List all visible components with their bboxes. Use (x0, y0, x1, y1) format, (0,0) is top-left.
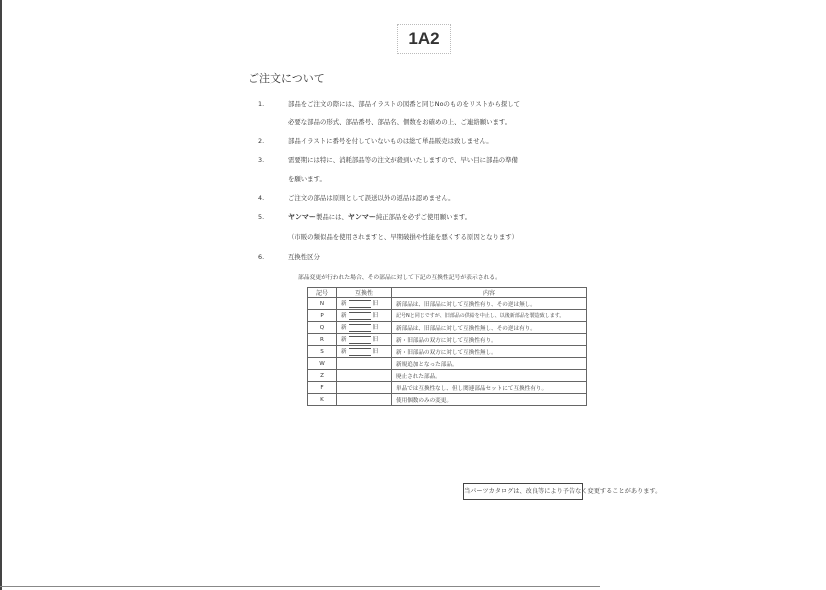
header-content: 内容 (392, 288, 587, 298)
content-cell: 廃止された部品。 (392, 370, 587, 382)
header-compat: 互換性 (337, 288, 392, 298)
new-label: 新 (341, 313, 347, 320)
code-cell: K (308, 394, 337, 406)
list-item-4 (258, 193, 455, 202)
section-heading: ご注文について (248, 72, 325, 85)
item-number: 3. (258, 156, 265, 164)
old-label: 旧 (372, 337, 379, 344)
table-row (308, 358, 587, 370)
page-number: 1A2 (397, 24, 451, 54)
old-label: 旧 (372, 349, 379, 356)
table-row (308, 310, 587, 322)
table-header (308, 288, 587, 298)
item-text: 需要期には特に、消耗部品等の注文が殺到いたしますので、早い目に部品の準備 (288, 156, 518, 164)
header-code: 記号 (308, 288, 337, 298)
compat-arrow-icon (349, 348, 371, 356)
compat-cell (337, 310, 392, 322)
item-number: 5. (258, 213, 265, 221)
item-text: 部品をご注文の際には、部品イラストの図番と同じNoのものをリストから探して (288, 100, 521, 108)
compat-cell (337, 346, 392, 358)
table-row (308, 346, 587, 358)
content-cell: 記号Nと同じですが、旧部品の供給を中止し、以後新部品を製造致します。 (392, 310, 587, 322)
compat-arrow-icon (349, 324, 371, 332)
brand-name: ヤンマー (347, 213, 376, 221)
scan-edge-bottom (0, 586, 600, 587)
table-row (308, 298, 587, 310)
table-row (308, 382, 587, 394)
content-cell: 使用個数のみの変更。 (392, 394, 587, 406)
compat-arrow-icon (349, 300, 371, 308)
brand-name: ヤンマー (288, 213, 316, 221)
new-label: 新 (341, 325, 347, 332)
code-cell: F (308, 382, 337, 394)
table-row (308, 394, 587, 406)
list-item-5 (258, 212, 471, 222)
item-text: 純正部品を必ずご使用願います。 (375, 213, 472, 221)
item-continuation: 必要な部品の形式、部品番号、部品名、個数をお確めの上、ご連絡願います。 (288, 118, 512, 126)
compat-cell (337, 358, 392, 370)
compat-cell (337, 382, 392, 394)
table-row (308, 334, 587, 346)
old-label: 旧 (372, 301, 379, 308)
table-row (308, 370, 587, 382)
scan-edge (0, 0, 2, 590)
item-text: 互換性区分 (288, 253, 320, 261)
compat-arrow-icon (349, 312, 371, 320)
item-text: 製品には、 (315, 213, 348, 221)
compatibility-table (307, 287, 587, 406)
content-cell: 単品では互換性なし、但し関連部品セットにて互換性有り。 (392, 382, 587, 394)
list-item-2 (258, 136, 493, 145)
code-cell: N (308, 298, 337, 310)
new-label: 新 (341, 301, 347, 308)
compat-cell (337, 298, 392, 310)
item-text: ご注文の部品は原則として誤送以外の返品は認めません。 (288, 194, 455, 202)
list-item-1 (258, 99, 520, 108)
item-continuation: （市販の類似品を使用されますと、早期破損や性能を悪くする原因となります） (288, 233, 519, 241)
item-number: 4. (258, 194, 265, 202)
item-number: 2. (258, 137, 265, 145)
new-label: 新 (341, 349, 347, 356)
new-label: 新 (341, 337, 347, 344)
code-cell: Z (308, 370, 337, 382)
old-label: 旧 (372, 313, 379, 320)
table-row (308, 322, 587, 334)
content-cell: 新・旧部品の双方に対して互換性無し。 (392, 346, 587, 358)
compat-arrow-icon (349, 336, 371, 344)
item-number: 6. (258, 253, 265, 261)
compat-cell (337, 334, 392, 346)
code-cell: W (308, 358, 337, 370)
old-label: 旧 (372, 325, 379, 332)
code-cell: Q (308, 322, 337, 334)
code-cell: S (308, 346, 337, 358)
code-cell: R (308, 334, 337, 346)
list-item-6 (258, 252, 320, 261)
notice-box: 当パーツカタログは、改良等により予告なく変更することがあります。 (463, 483, 583, 500)
list-item-3 (258, 155, 518, 164)
content-cell: 新部品は、旧部品に対して互換性無し、その逆は有り。 (392, 322, 587, 334)
compat-cell (337, 394, 392, 406)
content-cell: 新規追加となった部品。 (392, 358, 587, 370)
item-number: 1. (258, 100, 265, 108)
content-cell: 新・旧部品の双方に対して互換性有り。 (392, 334, 587, 346)
table-intro: 部品変更が行われた場合、その部品に対して下記の互換性記号が表示される。 (298, 275, 501, 281)
item-text: 部品イラストに番号を付していないものは総て単品販売は致しません。 (288, 137, 493, 145)
code-cell: P (308, 310, 337, 322)
content-cell: 新部品は、旧部品に対して互換性有り、その逆は無し。 (392, 298, 587, 310)
compat-cell (337, 322, 392, 334)
compat-cell (337, 370, 392, 382)
item-continuation: を願います。 (288, 175, 326, 183)
